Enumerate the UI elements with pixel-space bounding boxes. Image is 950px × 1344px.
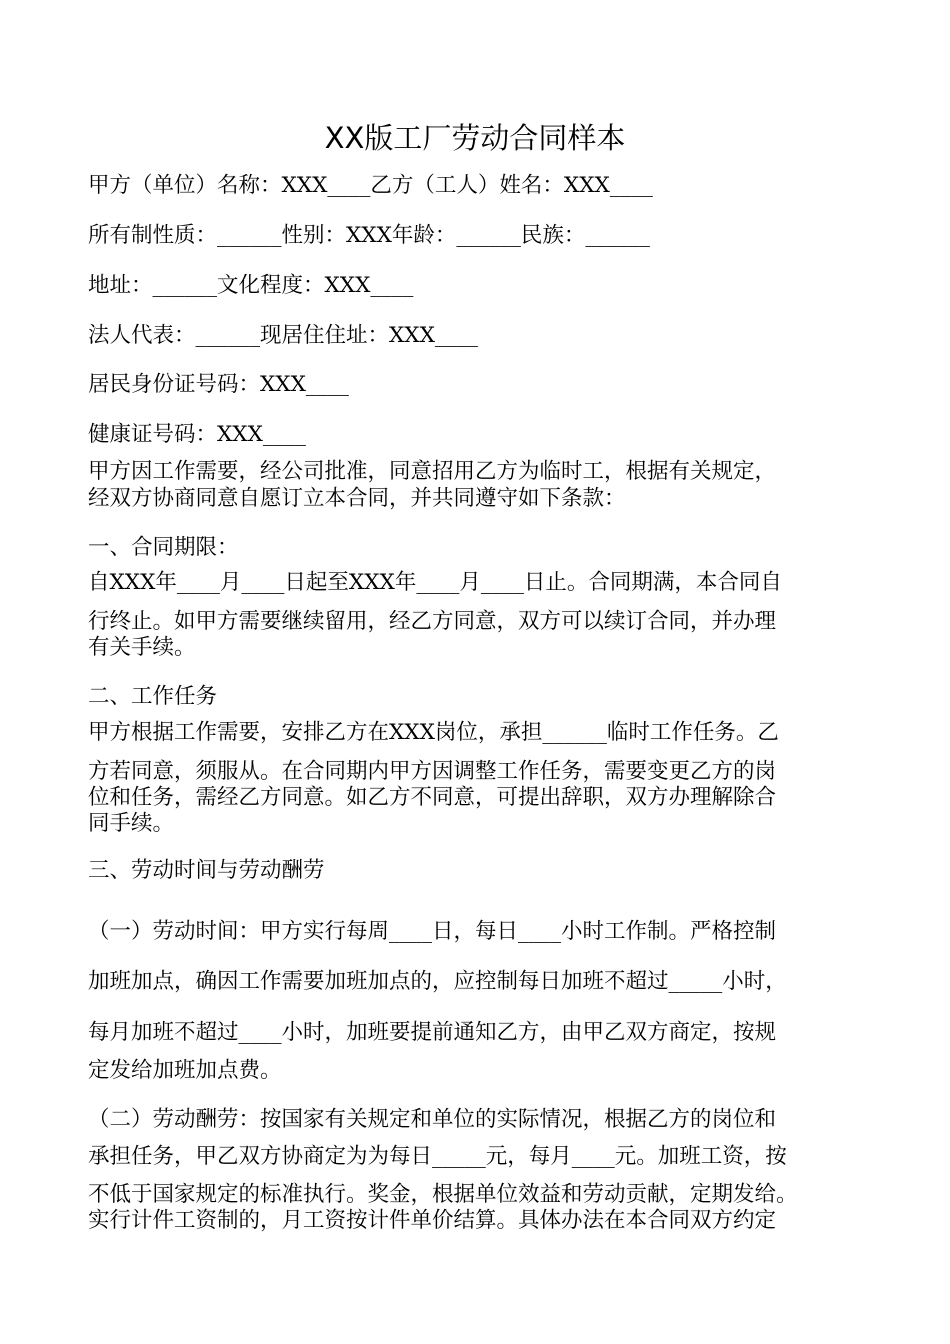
text-line-task-1: 甲方根据工作需要，安排乙方在XXX岗位，承担______临时工作任务。乙 xyxy=(88,720,779,745)
text-line-hours-2: 加班加点，确因工作需要加班加点的，应控制每日加班不超过_____小时， xyxy=(88,969,787,994)
text-line-term-2: 行终止。如甲方需要继续留用，经乙方同意，双方可以续订合同，并办理 xyxy=(88,609,777,634)
text-line-intro-2: 经双方协商同意自愿订立本合同，并共同遵守如下条款： xyxy=(88,486,626,511)
text-line-task-4: 同手续。 xyxy=(88,811,175,836)
document-title: XX版工厂劳动合同样本 xyxy=(324,121,626,155)
text-line-id-number: 居民身份证号码：XXX____ xyxy=(88,372,349,397)
text-line-ownership-gender: 所有制性质：______性别：XXX年龄：______民族：______ xyxy=(88,223,650,248)
text-line-pay-2: 承担任务，甲乙双方协商定为为每日_____元，每月____元。加班工资，按 xyxy=(88,1144,787,1169)
text-line-pay-3: 不低于国家规定的标准执行。奖金，根据单位效益和劳动贡献，定期发给。 xyxy=(88,1182,798,1207)
text-line-intro-1: 甲方因工作需要，经公司批准，同意招用乙方为临时工，根据有关规定， xyxy=(88,459,777,484)
text-line-legal-rep-residence: 法人代表：______现居住住址：XXX____ xyxy=(88,323,478,348)
text-line-hours-4: 定发给加班加点费。 xyxy=(88,1058,282,1083)
section-heading-work-task: 二、工作任务 xyxy=(88,684,218,709)
text-line-term-3: 有关手续。 xyxy=(88,635,196,660)
text-line-health-cert: 健康证号码：XXX____ xyxy=(88,422,306,447)
text-line-task-3: 位和任务，需经乙方同意。如乙方不同意，可提出辞职，双方办理解除合 xyxy=(88,785,777,810)
text-line-task-2: 方若同意，须服从。在合同期内甲方因调整工作任务，需要变更乙方的岗 xyxy=(88,759,777,784)
section-heading-hours-pay: 三、劳动时间与劳动酬劳 xyxy=(88,858,325,883)
text-line-hours-3: 每月加班不超过____小时，加班要提前通知乙方，由甲乙双方商定，按规 xyxy=(88,1020,777,1045)
text-line-address-education: 地址：______文化程度：XXX____ xyxy=(88,273,414,298)
text-line-term-1: 自XXX年____月____日起至XXX年____月____日止。合同期满，本合同自 xyxy=(88,570,782,595)
text-line-party-names: 甲方（单位）名称：XXX____乙方（工人）姓名：XXX____ xyxy=(88,173,653,198)
text-line-pay-4: 实行计件工资制的，月工资按计件单价结算。具体办法在本合同双方约定 xyxy=(88,1208,777,1233)
section-heading-contract-term: 一、合同期限： xyxy=(88,535,239,560)
text-line-hours-1: （一）劳动时间：甲方实行每周____日，每日____小时工作制。严格控制 xyxy=(88,919,777,944)
text-line-pay-1: （二）劳动酬劳：按国家有关规定和单位的实际情况，根据乙方的岗位和 xyxy=(88,1107,777,1132)
